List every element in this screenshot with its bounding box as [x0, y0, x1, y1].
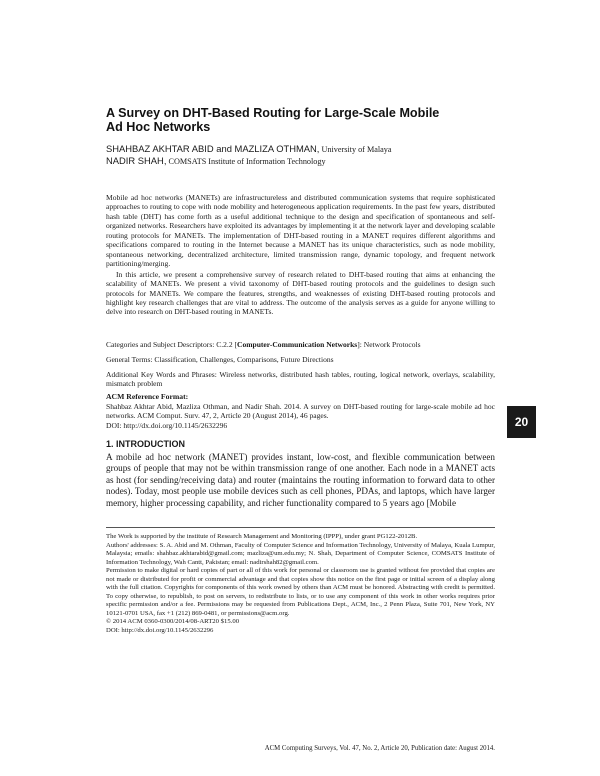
- footnote-doi: DOI: http://dx.doi.org/10.1145/2632296: [106, 626, 214, 634]
- categories-label: Categories and Subject Descriptors: C.2.2 [: [106, 340, 237, 349]
- footnote-addresses: Authors' addresses: S. A. Abid and M. Othman, Faculty of Computer Science and Information Technology, University of Malaya, Kuala Lumpur, Malaysia; emails: shahbaz.akhtarabid@gmail.com; mazliza@um.edu.my; N. Shah, Department of Computer Science, COMSATS Institute of Information Technology, Wah Cantt, Pakistan; email: nadirshah82@gmail.com.: [106, 541, 495, 566]
- author-block: [106, 143, 466, 167]
- paper-title: A Survey on DHT-Based Routing for Large-Scale Mobile Ad Hoc Networks: [106, 106, 440, 134]
- keywords: Additional Key Words and Phrases: Wireless networks, distributed hash tables, routing, logical network, overlays, scalability, mismatch problem: [106, 370, 495, 389]
- abstract-paragraph-2: In this article, we present a comprehensive survey of research related to DHT-based routing that aims at enhancing the scalability of MANETs. We present a vivid taxonomy of DHT-based routing protocols and the guidelines to design such protocols for MANETs. We compare the features, strengths, and weaknesses of existing DHT-based routing protocols and highlight key research challenges that are vital to address. The outcome of the analysis serves as a guide for anyone willing to delve into research on DHT-based routing in MANETs.: [106, 269, 495, 317]
- footnotes: [106, 533, 495, 635]
- categories-bold: Computer-Communication Networks: [237, 340, 358, 349]
- section-heading: 1. INTRODUCTION: [106, 439, 186, 449]
- author-names-1: SHAHBAZ AKHTAR ABID and MAZLIZA OTHMAN,: [106, 143, 320, 154]
- reference-text: Shahbaz Akhtar Abid, Mazliza Othman, and Nadir Shah. 2014. A survey on DHT-based routing for large-scale mobile ad hoc networks. ACM Comput. Surv. 47, 2, Article 20 (August 2014), 46 pages.: [106, 402, 495, 421]
- abstract-paragraph-1: Mobile ad hoc networks (MANETs) are infrastructureless and distributed communication systems that require sophisticated approaches to routing to cope with node mobility and heterogeneous application requirements. In the past few years, distributed hash table (DHT) has come forth as a useful additional technique to the design and specification of spontaneous and self-organized networks. Researchers have exploited its advantages by implementing it at the network layer and developing scalable routing protocols for MANETs. The implementation of DHT-based routing in a MANET requires different algorithms and specifications compared to routing in the Internet because a MANET has its unique characteristics, such as node mobility, spontaneous networking, decentralized architecture, limited transmission range, dynamic topology, and frequent network partitioning/merging.: [106, 193, 495, 269]
- abstract: [106, 193, 495, 317]
- footnote-permission: Permission to make digital or hard copies of part or all of this work for personal or classroom use is granted without fee provided that copies are not made or distributed for profit or commercial advantage and that copies show this notice on the first page or initial screen of a display along with the full citation. Copyrights for components of this work owned by others than ACM must be honored. Abstracting with credit is permitted. To copy otherwise, to republish, to post on servers, to redistribute to lists, or to use any component of this work in other works requires prior specific permission and/or a fee. Permissions may be requested from Publications Dept., ACM, Inc., 2 Penn Plaza, Suite 701, New York, NY 10121-0701 USA, fax +1 (212) 869-0481, or permissions@acm.org.: [106, 567, 495, 617]
- categories-rest: ]: Network Protocols: [357, 340, 421, 349]
- categories-line: [106, 340, 495, 349]
- article-number-tab: 20: [507, 406, 536, 438]
- reference-heading: ACM Reference Format:: [106, 392, 189, 401]
- introduction-text: A mobile ad hoc network (MANET) provides instant, low-cost, and flexible communication between groups of people that may not be within transmission range of one another. Each node in a MANET acts as host (for sending/receiving data) and router (maintains the routing information to forward data to other nodes). Today, most people use mobile devices such as cell phones, PDAs, and laptops, which have larger memory, higher processing capability, and richer functionality compared to 5 years ago [Mobile: [106, 452, 495, 508]
- footnote-funding: The Work is supported by the institute of Research Management and Monitoring (IPPP), under grant PG122-2012B.: [106, 533, 418, 540]
- running-footer: ACM Computing Surveys, Vol. 47, No. 2, Article 20, Publication date: August 2014.: [264, 745, 495, 752]
- footnote-divider: [106, 527, 495, 528]
- reference-doi: DOI: http://dx.doi.org/10.1145/2632296: [106, 420, 228, 430]
- author-line-1: [106, 143, 466, 155]
- general-terms: General Terms: Classification, Challenges, Comparisons, Future Directions: [106, 355, 334, 364]
- author-line-2: [106, 155, 466, 167]
- author-affiliation-2: COMSATS Institute of Information Technology: [166, 157, 326, 166]
- author-affiliation-1: University of Malaya: [319, 145, 392, 154]
- reference-format: [106, 402, 495, 430]
- footnote-copyright: © 2014 ACM 0360-0300/2014/08-ART20 $15.00: [106, 618, 240, 625]
- author-names-2: NADIR SHAH,: [106, 155, 167, 166]
